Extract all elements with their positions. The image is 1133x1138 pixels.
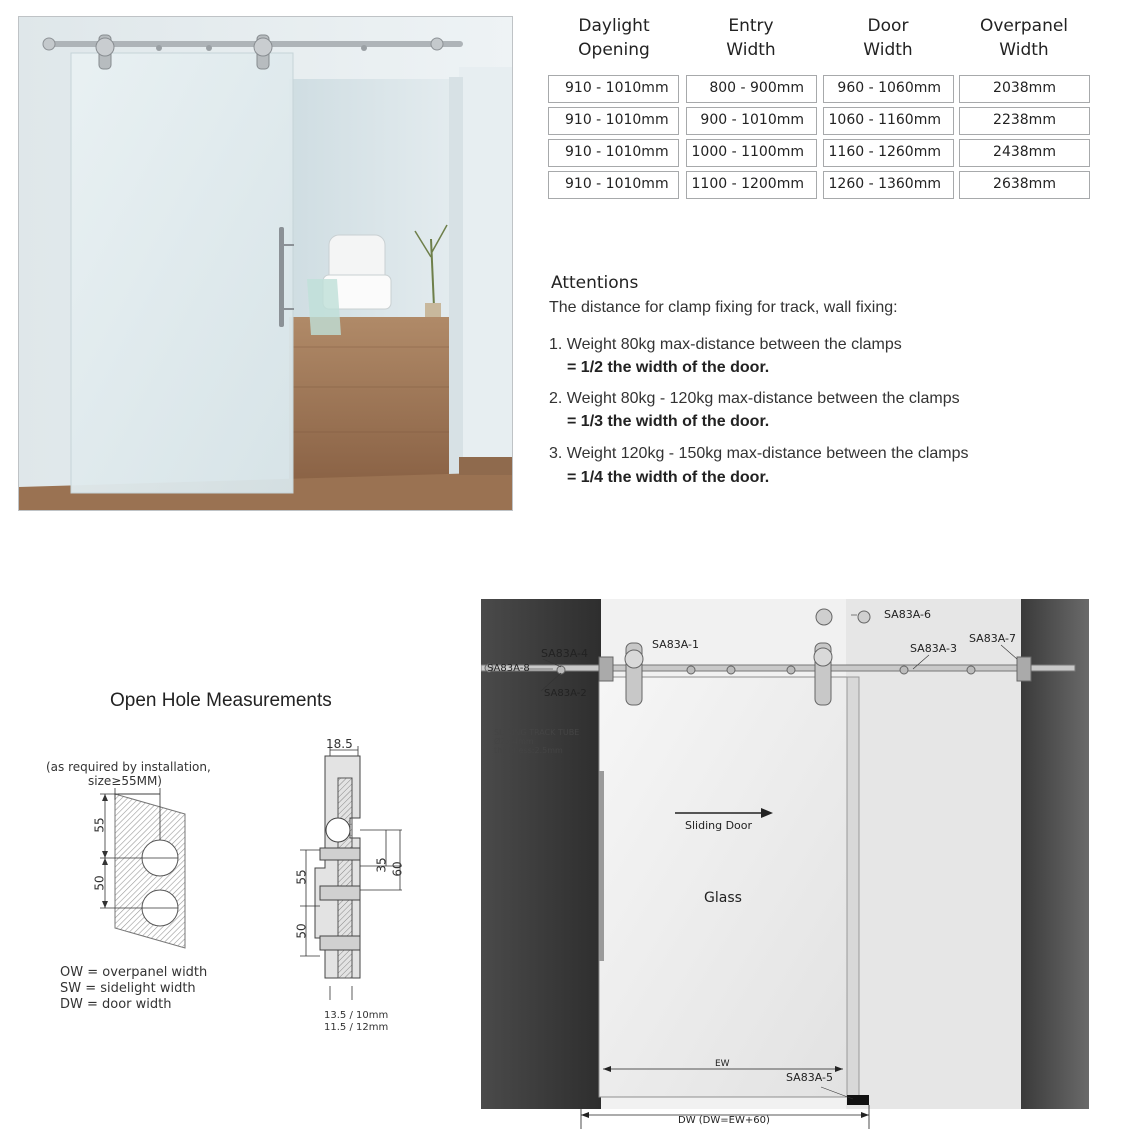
column-header-door-width: Door Width <box>863 16 913 60</box>
table-cell: 1100 - 1200mm <box>686 171 817 199</box>
part-label-sa83a-5: SA83A-5 <box>786 1071 833 1084</box>
attention-item-3-rule: = 1/4 the width of the door. <box>567 469 770 486</box>
table-cell: 910 - 1010mm <box>548 139 679 167</box>
part-label-sa83a-6: SA83A-6 <box>884 608 931 621</box>
legend-overpanel-width: OW = overpanel width <box>60 965 208 980</box>
table-cell: 910 - 1010mm <box>548 107 679 135</box>
table-cell: 1160 - 1260mm <box>823 139 954 167</box>
table-cell: 1000 - 1100mm <box>686 139 817 167</box>
table-cell: 2638mm <box>959 171 1090 199</box>
table-cell: 800 - 900mm <box>686 75 817 103</box>
attentions-title: Attentions <box>551 273 639 293</box>
legend-door-width: DW = door width <box>60 997 172 1012</box>
part-label-sa83a-3: SA83A-3 <box>910 642 957 655</box>
section-dim-35: 35 <box>374 857 389 873</box>
column-header-entry-width: Entry Width <box>726 16 776 60</box>
cross-section-diagram <box>290 738 420 1018</box>
table-cell: 960 - 1060mm <box>823 75 954 103</box>
hole-note-line-2: size≥55MM) <box>88 774 162 788</box>
section-dim-50: 50 <box>294 923 309 939</box>
attentions-intro: The distance for clamp fixing for track, wall fixing: <box>549 299 898 316</box>
column-header-overpanel-width: Overpanel Width <box>979 16 1069 60</box>
glass-thickness-b: 11.5 / 12mm <box>324 1022 389 1033</box>
attention-item-1: 1. Weight 80kg max-distance between the clamps <box>549 336 902 353</box>
track-note-1: SLIDING TRACK TUBE <box>494 728 580 737</box>
attention-item-2-rule: = 1/3 the width of the door. <box>567 413 770 430</box>
track-note-3: thickness:2.5mm <box>494 746 563 755</box>
table-cell: 900 - 1010mm <box>686 107 817 135</box>
product-photo <box>18 16 513 511</box>
sliding-door-label: Sliding Door <box>685 819 753 832</box>
section-dim-18-5: 18.5 <box>326 737 353 751</box>
ew-label: EW <box>715 1059 730 1069</box>
legend-sidelight-width: SW = sidelight width <box>60 981 196 996</box>
hole-note-line-1: (as required by installation, <box>46 760 211 774</box>
table-cell: 1260 - 1360mm <box>823 171 954 199</box>
track-note-2: Ø25.4mm <box>494 737 534 746</box>
hole-diagram <box>60 786 200 956</box>
section-dim-60: 60 <box>390 861 405 877</box>
dw-label: DW (DW=EW+60) <box>678 1115 770 1126</box>
hole-dim-50: 50 <box>92 875 107 891</box>
table-cell: 2438mm <box>959 139 1090 167</box>
attention-item-2: 2. Weight 80kg - 120kg max-distance between the clamps <box>549 390 960 407</box>
table-cell: 2238mm <box>959 107 1090 135</box>
column-header-daylight-opening: Daylight Opening <box>578 16 650 60</box>
table-cell: 2038mm <box>959 75 1090 103</box>
table-cell: 1060 - 1160mm <box>823 107 954 135</box>
attention-item-3: 3. Weight 120kg - 150kg max-distance between the clamps <box>549 445 969 462</box>
part-label-sa83a-8: SA83A-8 <box>487 663 530 674</box>
table-cell: 910 - 1010mm <box>548 75 679 103</box>
glass-label: Glass <box>704 890 742 906</box>
sliding-door-drawing <box>481 599 1089 1126</box>
part-label-sa83a-7: SA83A-7 <box>969 632 1016 645</box>
glass-thickness-a: 13.5 / 10mm <box>324 1010 389 1021</box>
open-hole-title: Open Hole Measurements <box>110 690 332 711</box>
section-dim-55: 55 <box>294 869 309 885</box>
table-cell: 910 - 1010mm <box>548 171 679 199</box>
hole-dim-55: 55 <box>92 817 107 833</box>
part-label-sa83a-1: SA83A-1 <box>652 638 699 651</box>
part-label-sa83a-2: SA83A-2 <box>544 688 587 699</box>
part-label-sa83a-4: SA83A-4 <box>541 647 588 660</box>
attention-item-1-rule: = 1/2 the width of the door. <box>567 359 770 376</box>
